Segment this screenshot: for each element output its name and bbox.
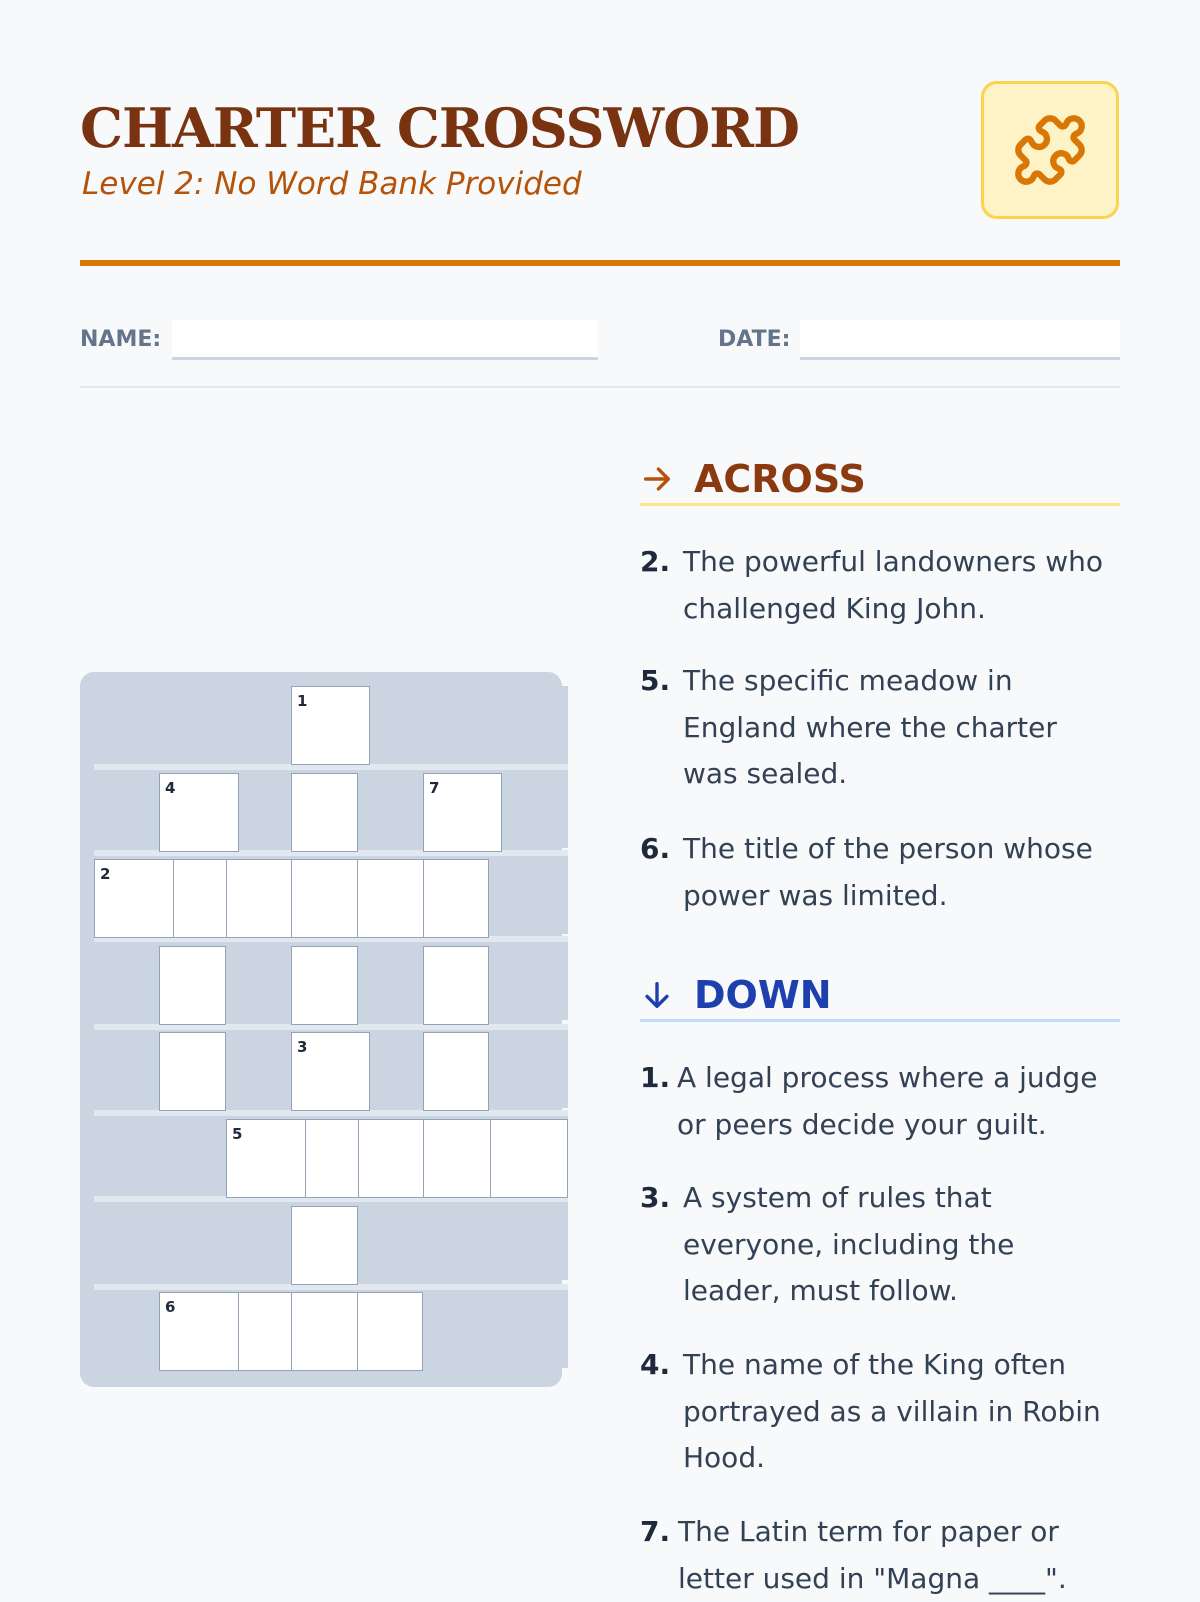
- crossword-cell[interactable]: [305, 1119, 359, 1198]
- name-field[interactable]: [172, 320, 598, 360]
- clue-text: A legal process where a judge or peers decide your guilt.: [677, 1061, 1098, 1141]
- clue-number: 1.: [640, 1061, 671, 1094]
- down-clue: [640, 1342, 1120, 1482]
- clue-number: 6: [165, 1298, 176, 1316]
- date-field[interactable]: [800, 320, 1120, 360]
- clue-number: 7: [429, 779, 440, 797]
- crossword-cell[interactable]: [357, 859, 424, 938]
- crossword-cell[interactable]: [159, 1292, 239, 1371]
- clue-number: 5: [232, 1125, 243, 1143]
- clue-number: 3.: [640, 1181, 671, 1214]
- arrow-down-icon: [640, 978, 674, 1012]
- crossword-cell[interactable]: [238, 1292, 292, 1371]
- fields-divider: [80, 386, 1120, 388]
- clue-number: 7.: [640, 1515, 671, 1548]
- worksheet-title: CHARTER CROSSWORD: [80, 96, 799, 160]
- down-clue: [640, 1509, 1120, 1602]
- arrow-right-icon: [640, 462, 674, 496]
- crossword-cell[interactable]: [291, 946, 358, 1025]
- across-clue: [640, 658, 1120, 798]
- crossword-cell[interactable]: [226, 859, 292, 938]
- clue-number: 4.: [640, 1348, 671, 1381]
- crossword-cell[interactable]: [291, 859, 358, 938]
- date-label: DATE:: [718, 327, 791, 352]
- name-label: NAME:: [80, 327, 162, 352]
- crossword-cell[interactable]: [423, 946, 489, 1025]
- worksheet-subtitle: Level 2: No Word Bank Provided: [82, 166, 582, 202]
- clue-number: 4: [165, 779, 176, 797]
- clue-number: 3: [297, 1038, 308, 1056]
- crossword-cell[interactable]: [173, 859, 227, 938]
- crossword-cell[interactable]: [291, 1206, 358, 1285]
- crossword-cell[interactable]: [358, 1119, 424, 1198]
- clue-number: 1: [297, 692, 308, 710]
- across-heading-label: ACROSS: [694, 456, 866, 501]
- crossword-cell[interactable]: [159, 773, 239, 852]
- crossword-cell[interactable]: [423, 1119, 491, 1198]
- crossword-cell[interactable]: [291, 686, 370, 765]
- clue-text: The title of the person whose power was limited.: [683, 832, 1093, 912]
- crossword-cell[interactable]: [291, 1292, 358, 1371]
- crossword-cell[interactable]: [423, 773, 502, 852]
- down-heading-label: DOWN: [694, 972, 832, 1017]
- crossword-cell[interactable]: [291, 1032, 370, 1111]
- crossword-cell[interactable]: [159, 946, 226, 1025]
- crossword-cell[interactable]: [94, 859, 174, 938]
- puzzle-badge: [981, 81, 1119, 219]
- crossword-cell[interactable]: [423, 859, 489, 938]
- clue-number: 5.: [640, 664, 671, 697]
- crossword-cell[interactable]: [357, 1292, 423, 1371]
- clue-text: The name of the King often portrayed as a villain in Robin Hood.: [683, 1348, 1101, 1474]
- clue-number: 6.: [640, 832, 671, 865]
- clue-number: 2.: [640, 545, 671, 578]
- clue-text: The Latin term for paper or letter used in "Magna ____".: [678, 1515, 1067, 1595]
- down-heading: [640, 970, 1120, 1022]
- clue-text: The powerful landowners who challenged King John.: [683, 545, 1104, 625]
- down-clue: [640, 1055, 1120, 1148]
- clue-text: A system of rules that everyone, including the leader, must follow.: [683, 1181, 1015, 1307]
- across-clue: [640, 826, 1120, 919]
- across-clue: [640, 539, 1120, 632]
- down-clue: [640, 1175, 1120, 1315]
- crossword-cell[interactable]: [226, 1119, 306, 1198]
- crossword-cell[interactable]: [423, 1032, 489, 1111]
- crossword-cell[interactable]: [490, 1119, 568, 1198]
- crossword-cell[interactable]: [291, 773, 358, 852]
- puzzle-piece-icon: [1012, 112, 1088, 188]
- crossword-cell[interactable]: [159, 1032, 226, 1111]
- clue-number: 2: [100, 865, 111, 883]
- clue-text: The specific meadow in England where the charter was sealed.: [683, 664, 1057, 790]
- across-heading: [640, 454, 1120, 506]
- title-divider: [80, 260, 1120, 266]
